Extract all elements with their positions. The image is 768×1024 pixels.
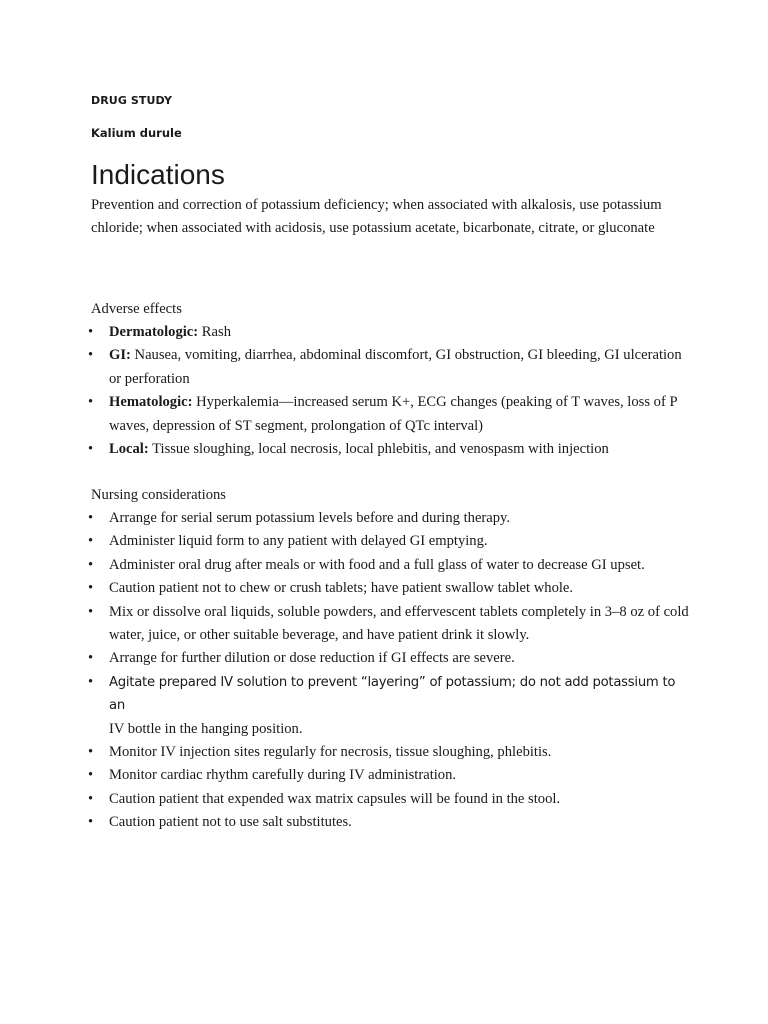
consideration-text: Agitate prepared IV solution to prevent “layering” of potassium; do not add potassium to an	[109, 674, 676, 714]
consideration-text: Caution patient not to chew or crush tablets; have patient swallow tablet whole.	[109, 580, 574, 597]
adverse-effects-list	[88, 321, 691, 461]
consideration-text: Caution patient not to use salt substitutes.	[109, 814, 352, 831]
bullet-icon: •	[88, 580, 94, 597]
nursing-considerations-label: Nursing considerations	[91, 487, 226, 503]
bullet-icon: •	[88, 441, 94, 458]
consideration-text: Monitor cardiac rhythm carefully during IV administration.	[109, 767, 457, 784]
consideration-text: Administer liquid form to any patient with delayed GI emptying.	[109, 533, 488, 550]
bullet-icon: •	[88, 790, 94, 807]
effect-text: Rash	[198, 324, 231, 340]
consideration-text: Monitor IV injection sites regularly for necrosis, tissue sloughing, phlebitis.	[109, 744, 552, 761]
bullet-icon: •	[88, 744, 94, 761]
bullet-icon: •	[88, 510, 94, 526]
list-item	[88, 554, 691, 577]
consideration-text: Caution patient that expended wax matrix capsules will be found in the stool.	[109, 790, 561, 807]
list-item	[88, 344, 691, 391]
effect-text: Nausea, vomiting, diarrhea, abdominal discomfort, GI obstruction, GI bleeding, GI ulceration or perforation	[109, 347, 682, 387]
bullet-icon: •	[88, 347, 94, 364]
effect-text: Hyperkalemia—increased serum K+, ECG changes (peaking of T waves, loss of P waves, depression of ST segment, prolongation of QTc interval)	[109, 394, 678, 434]
list-item	[88, 764, 691, 787]
consideration-text: Mix or dissolve oral liquids, soluble powders, and effervescent tablets completely in 3–8 oz of cold water, juice, or other suitable beverage, and have patient drink it slowly.	[109, 603, 689, 644]
effect-term: Dermatologic:	[109, 324, 199, 340]
list-item	[88, 530, 691, 553]
list-item	[88, 321, 691, 344]
indications-paragraph: Prevention and correction of potassium deficiency; when associated with alkalosis, use potassium chloride; when associated with acidosis, use potassium acetate, bicarbonate, citrate, or gluconate	[91, 197, 662, 237]
bullet-icon: •	[88, 394, 94, 411]
consideration-text: Arrange for further dilution or dose reduction if GI effects are severe.	[109, 650, 515, 667]
effect-term: Hematologic:	[109, 394, 193, 411]
effect-term: GI:	[109, 347, 131, 364]
list-item	[88, 438, 691, 461]
list-item	[88, 811, 691, 834]
list-item	[88, 788, 691, 811]
effect-text: Tissue sloughing, local necrosis, local phlebitis, and venospasm with injection	[148, 441, 609, 458]
list-item	[88, 601, 691, 648]
bullet-icon: •	[88, 814, 94, 831]
consideration-text: Arrange for serial serum potassium levels before and during therapy.	[109, 510, 511, 526]
document-heading: DRUG STUDY	[91, 94, 173, 107]
drug-name: Kalium durule	[91, 126, 182, 140]
bullet-icon: •	[88, 767, 94, 784]
effect-term: Local:	[109, 441, 149, 458]
bullet-icon: •	[88, 650, 94, 667]
list-item	[88, 577, 691, 600]
consideration-text: IV bottle in the hanging position.	[109, 720, 303, 737]
bullet-icon: •	[88, 556, 94, 573]
nursing-considerations-list	[88, 507, 691, 835]
list-item	[88, 391, 691, 438]
list-item	[88, 647, 691, 670]
indications-title: Indications	[91, 159, 225, 190]
adverse-effects-label: Adverse effects	[91, 301, 182, 317]
bullet-icon: •	[88, 533, 94, 550]
consideration-text: Administer oral drug after meals or with food and a full glass of water to decrease GI upset.	[109, 556, 645, 573]
bullet-icon: •	[88, 673, 94, 690]
list-item	[88, 741, 691, 764]
bullet-icon: •	[88, 324, 94, 340]
list-item	[88, 671, 691, 741]
bullet-icon: •	[88, 603, 94, 620]
list-item	[88, 507, 691, 530]
